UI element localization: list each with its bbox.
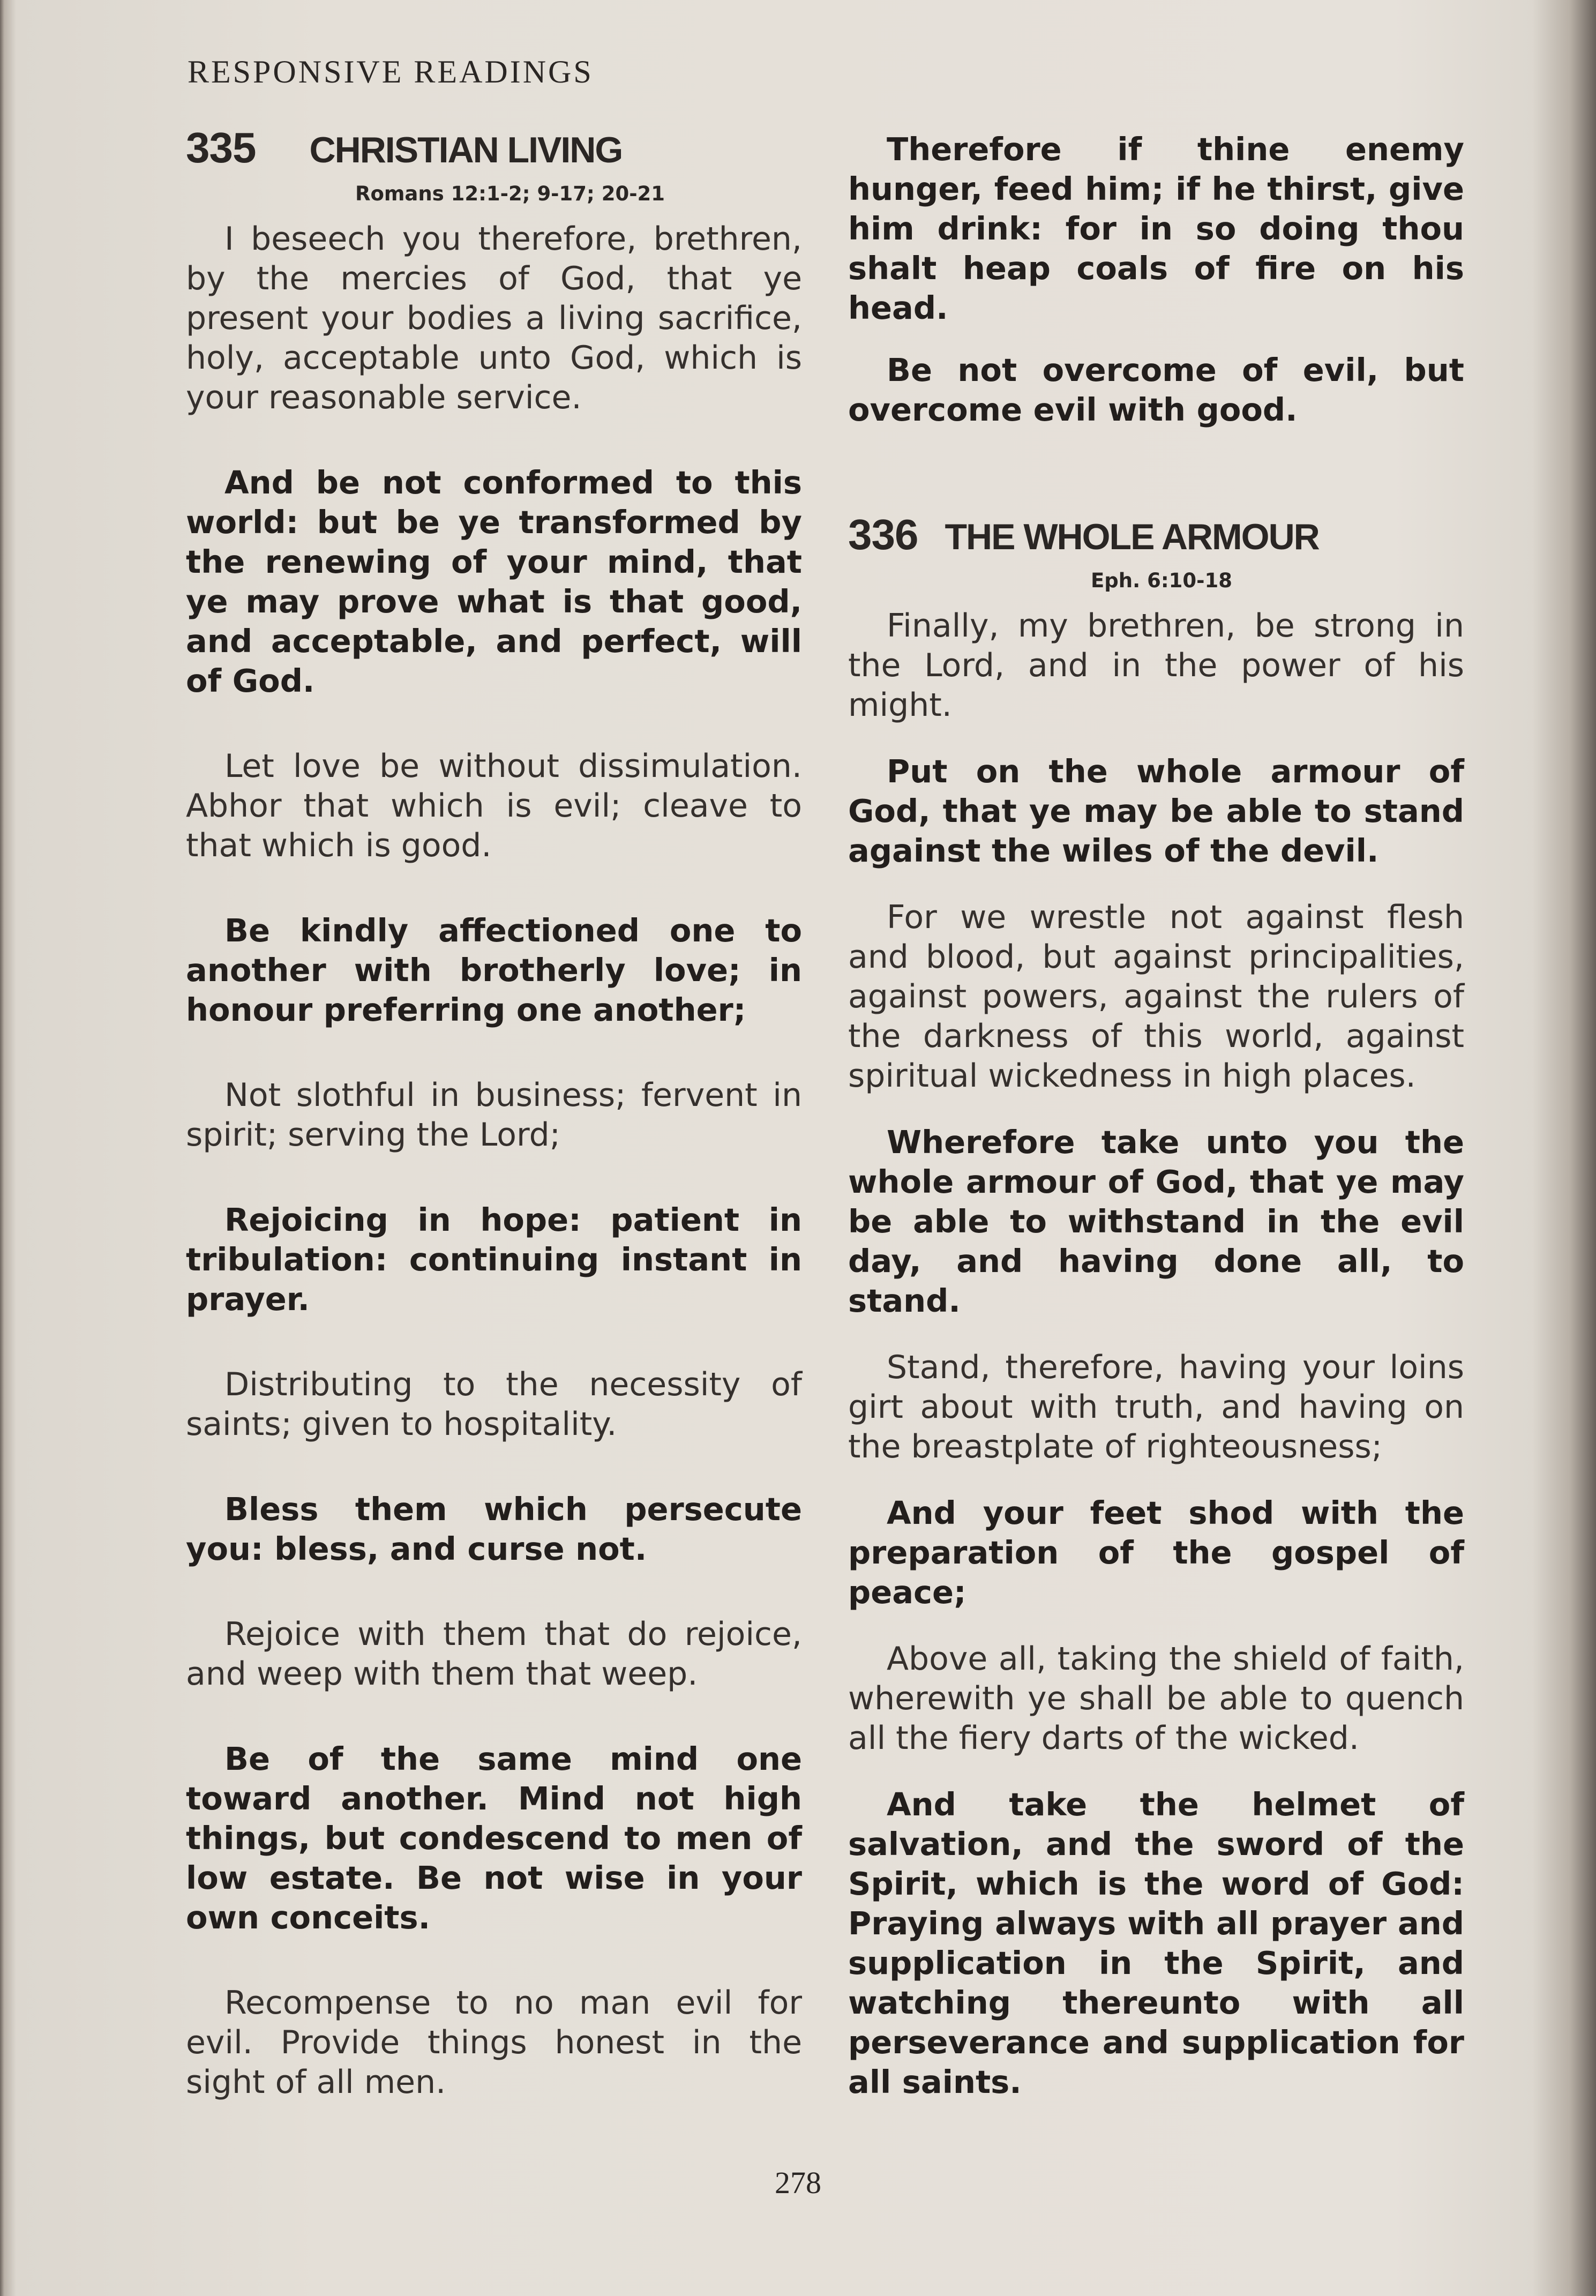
congregation-verse: Therefore if thine enemy hunger, feed him; if he thirst, give him drink: for in so doing thou shalt heap coals of fire on his head. (848, 131, 1464, 326)
scripture-reference: Romans 12:1-2; 9-17; 20-21 (355, 182, 665, 205)
scripture-reference: Eph. 6:10-18 (1091, 569, 1232, 592)
congregation-verse: Be not overcome of evil, but overcome evil with good. (848, 351, 1464, 428)
congregation-verse: And take the helmet of salvation, and the sword of the Spirit, which is the word of God: Praying always with all prayer and supplication in the Spirit, and watching thereunto with all perseverance and supplication for all saints. (848, 1786, 1464, 2100)
congregation-verse: Be kindly affectioned one to another with brotherly love; in honour preferring one another; (186, 912, 802, 1028)
reading-title: CHRISTIAN LIVING (309, 130, 623, 170)
running-header: RESPONSIVE READINGS (188, 54, 594, 89)
congregation-verse: Put on the whole armour of God, that ye may be able to stand against the wiles of the devil. (848, 753, 1464, 869)
leader-verse: Stand, therefore, having your loins girt about with truth, and having on the breastplate of righteousness; (848, 1349, 1464, 1465)
right-column (848, 130, 1464, 2129)
congregation-verse: And your feet shod with the preparation of the gospel of peace; (848, 1494, 1464, 1611)
reading-number: 335 (186, 124, 256, 171)
leader-verse: Recompense to no man evil for evil. Provide things honest in the sight of all men. (186, 1984, 802, 2101)
page-number: 278 (775, 2165, 821, 2200)
leader-verse: I beseech you therefore, brethren, by the mercies of God, that ye present your bodies a living sacrifice, holy, acceptable unto God, which is your reasonable service. (186, 220, 802, 416)
leader-verse: Let love be without dissimulation. Abhor that which is evil; cleave to that which is good. (186, 747, 802, 864)
leader-verse: Rejoice with them that do rejoice, and weep with them that weep. (186, 1616, 802, 1693)
reading-336-heading (848, 510, 1464, 559)
leader-verse: Finally, my brethren, be strong in the Lord, and in the power of his might. (848, 607, 1464, 724)
leader-verse: Above all, taking the shield of faith, wherewith ye shall be able to quench all the fiery darts of the wicked. (848, 1640, 1464, 1757)
reading-title: THE WHOLE ARMOUR (945, 517, 1319, 557)
congregation-verse: Rejoicing in hope: patient in tribulation: continuing instant in prayer. (186, 1201, 802, 1318)
reading-335-heading (186, 123, 802, 173)
left-column (186, 123, 802, 2148)
congregation-verse: Wherefore take unto you the whole armour of God, that ye may be able to withstand in the evil day, and having done all, to stand. (848, 1124, 1464, 1319)
congregation-verse: Bless them which persecute you: bless, and curse not. (186, 1491, 802, 1567)
leader-verse: Distributing to the necessity of saints; given to hospitality. (186, 1366, 802, 1443)
congregation-verse: And be not conformed to this world: but be ye transformed by the renewing of your mind, that ye may prove what is that good, and acceptable, and perfect, will of God. (186, 464, 802, 699)
leader-verse: For we wrestle not against flesh and blood, but against principalities, against powers, against the rulers of the darkness of this world, against spiritual wickedness in high places. (848, 899, 1464, 1095)
leader-verse: Not slothful in business; fervent in spirit; serving the Lord; (186, 1076, 802, 1154)
reading-number: 336 (848, 511, 918, 558)
congregation-verse: Be of the same mind one toward another. Mind not high things, but condescend to men of low estate. Be not wise in your own conceits. (186, 1740, 802, 1936)
